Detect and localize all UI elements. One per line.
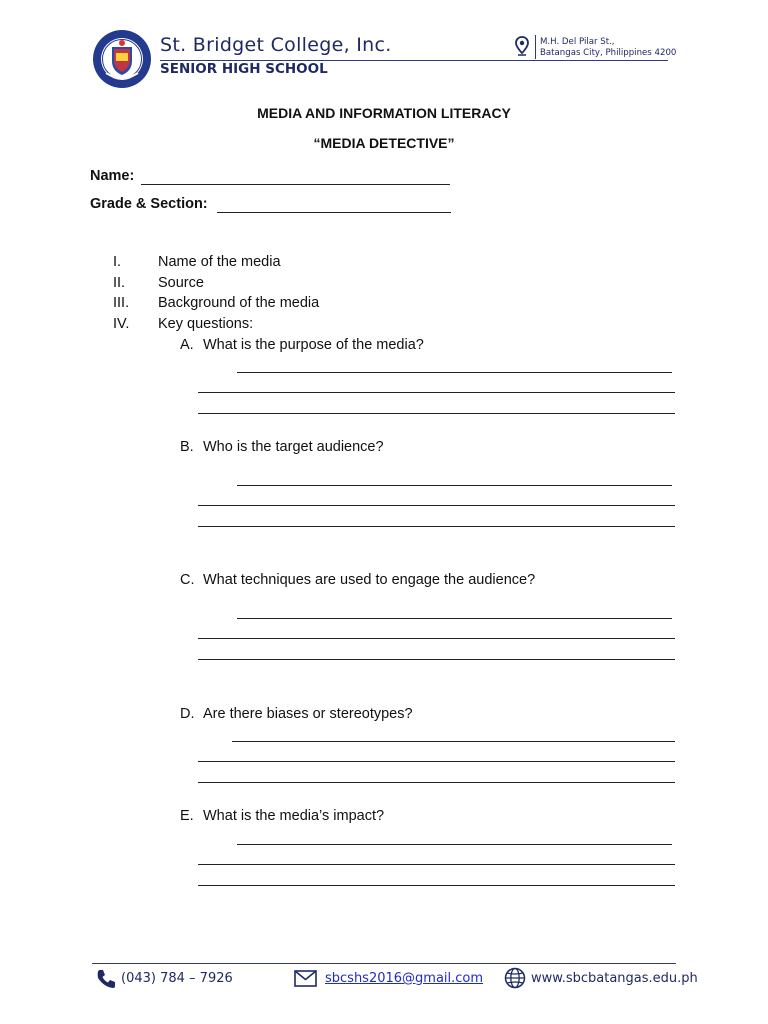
department-name: SENIOR HIGH SCHOOL	[160, 61, 328, 77]
answer-line[interactable]	[198, 782, 675, 783]
answer-line[interactable]	[237, 618, 672, 619]
grade-section-blank-line[interactable]	[217, 212, 451, 213]
answer-line[interactable]	[237, 372, 672, 373]
question-text: What is the purpose of the media?	[203, 337, 424, 353]
address-line-1: M.H. Del Pilar St.,	[540, 37, 615, 47]
question-text: Who is the target audience?	[203, 439, 384, 455]
answer-line[interactable]	[198, 885, 675, 886]
college-name: St. Bridget College, Inc.	[160, 34, 392, 56]
answer-line[interactable]	[232, 741, 675, 742]
school-address	[540, 37, 676, 59]
name-label: Name:	[90, 168, 135, 184]
question-letter: C.	[180, 572, 195, 588]
question-letter: D.	[180, 706, 195, 722]
question-text: Are there biases or stereotypes?	[203, 706, 413, 722]
outline-item: Name of the media	[158, 254, 281, 270]
outline-item: Key questions:	[158, 316, 254, 332]
question-letter: A.	[180, 337, 194, 353]
footer-divider	[92, 963, 676, 964]
question-letter: B.	[180, 439, 194, 455]
answer-line[interactable]	[198, 638, 675, 639]
school-seal-logo	[92, 29, 152, 89]
footer-email-link[interactable]: sbcshs2016@gmail.com	[325, 971, 484, 986]
outline-number: II.	[113, 275, 126, 291]
grade-section-label: Grade & Section:	[90, 196, 208, 212]
footer-website-link[interactable]: www.sbcbatangas.edu.ph	[531, 971, 698, 986]
question-letter: E.	[180, 808, 194, 824]
question-text: What is the media’s impact?	[203, 808, 385, 824]
answer-line[interactable]	[198, 659, 675, 660]
location-pin-icon	[514, 36, 530, 56]
outline-number: IV.	[113, 316, 130, 332]
document-title: MEDIA AND INFORMATION LITERACY	[257, 105, 511, 121]
answer-line[interactable]	[237, 485, 672, 486]
answer-line[interactable]	[198, 413, 675, 414]
address-divider	[535, 35, 536, 59]
name-blank-line[interactable]	[141, 184, 450, 185]
address-line-2: Batangas City, Philippines 4200	[540, 48, 677, 58]
globe-icon	[504, 967, 526, 989]
phone-icon	[95, 968, 117, 990]
answer-line[interactable]	[198, 392, 675, 393]
answer-line[interactable]	[198, 505, 675, 506]
answer-line[interactable]	[198, 526, 675, 527]
mail-icon	[294, 970, 317, 987]
answer-line[interactable]	[198, 864, 675, 865]
answer-line[interactable]	[237, 844, 672, 845]
outline-item: Source	[158, 275, 204, 291]
outline-number: III.	[113, 295, 130, 311]
document-subtitle: “MEDIA DETECTIVE”	[313, 135, 455, 151]
outline-item: Background of the media	[158, 295, 320, 311]
footer-phone: (043) 784 – 7926	[121, 971, 233, 986]
question-text: What techniques are used to engage the audience?	[203, 572, 536, 588]
outline-number: I.	[113, 254, 122, 270]
answer-line[interactable]	[198, 761, 675, 762]
